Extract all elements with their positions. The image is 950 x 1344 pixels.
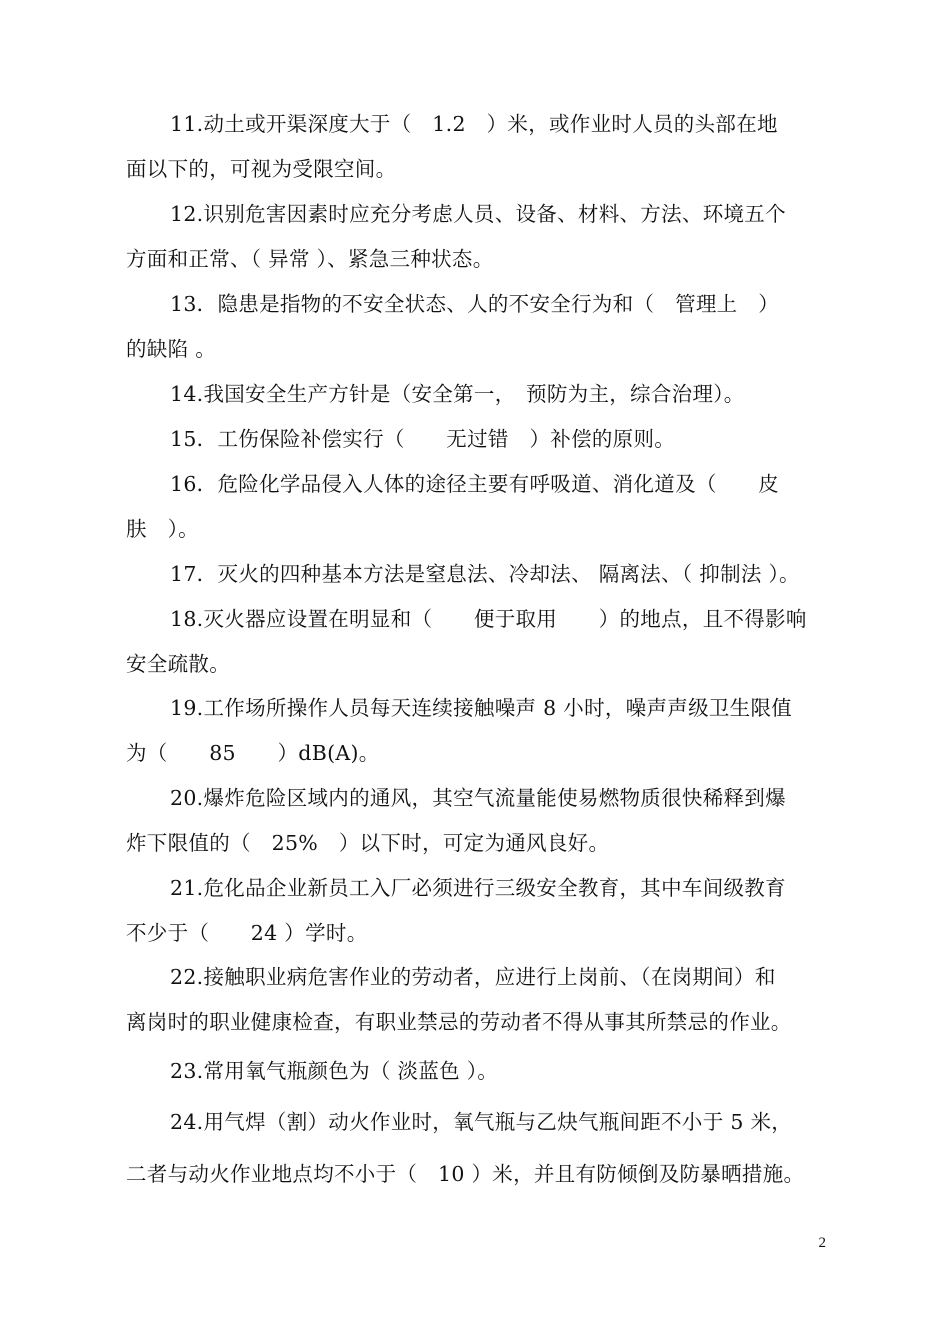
item-24-line-1: 24.用气焊（割）动火作业时，氧气瓶与乙炔气瓶间距不小于 5 米， bbox=[170, 1110, 793, 1134]
item-16-line-2: 肤 ）。 bbox=[126, 517, 199, 541]
item-11-line-1: 11.动土或开渠深度大于（ 1.2 ）米，或作业时人员的头部在地 bbox=[170, 112, 778, 136]
item-23-line-1: 23.常用氧气瓶颜色为（ 淡蓝色 ）。 bbox=[170, 1059, 499, 1083]
item-22-line-1: 22.接触职业病危害作业的劳动者，应进行上岗前、（在岗期间）和 bbox=[170, 965, 776, 989]
item-13-line-1: 13．隐患是指物的不安全状态、人的不安全行为和（ 管理上 ） bbox=[170, 292, 780, 316]
item-24-line-2: 二者与动火作业地点均不小于（ 10 ）米，并且有防倾倒及防暴晒措施。 bbox=[126, 1162, 805, 1186]
item-21-line-1: 21.危化品企业新员工入厂必须进行三级安全教育，其中车间级教育 bbox=[170, 876, 786, 900]
item-15-line-1: 15．工伤保险补偿实行（ 无过错 ）补偿的原则。 bbox=[170, 427, 676, 451]
item-19-line-1: 19.工作场所操作人员每天连续接触噪声 8 小时，噪声声级卫生限值 bbox=[170, 696, 793, 720]
item-16-line-1: 16．危险化学品侵入人体的途径主要有呼吸道、消化道及（ 皮 bbox=[170, 472, 780, 496]
item-11-line-2: 面以下的，可视为受限空间。 bbox=[126, 157, 397, 181]
item-12-line-1: 12.识别危害因素时应充分考虑人员、设备、材料、方法、环境五个 bbox=[170, 202, 786, 226]
item-13-line-2: 的缺陷 。 bbox=[126, 337, 217, 361]
item-17-line-1: 17．灭火的四种基本方法是窒息法、冷却法、 隔离法、（ 抑制法 ）。 bbox=[170, 562, 800, 586]
item-14-line-1: 14.我国安全生产方针是（安全第一， 预防为主，综合治理）。 bbox=[170, 382, 745, 406]
item-20-line-1: 20.爆炸危险区域内的通风，其空气流量能使易燃物质很快稀释到爆 bbox=[170, 786, 786, 810]
item-20-line-2: 炸下限值的（ 25% ）以下时，可定为通风良好。 bbox=[126, 831, 610, 855]
item-12-line-2: 方面和正常、（ 异常 ）、紧急三种状态。 bbox=[126, 247, 494, 271]
page-number: 2 bbox=[818, 1235, 826, 1251]
item-22-line-2: 离岗时的职业健康检查，有职业禁忌的劳动者不得从事其所禁忌的作业。 bbox=[126, 1010, 792, 1034]
item-19-line-2: 为（ 85 ）dB(A)。 bbox=[126, 741, 380, 765]
item-21-line-2: 不少于（ 24 ）学时。 bbox=[126, 921, 368, 945]
item-18-line-2: 安全疏散。 bbox=[126, 652, 230, 676]
item-18-line-1: 18.灭火器应设置在明显和（ 便于取用 ）的地点，且不得影响 bbox=[170, 607, 807, 631]
